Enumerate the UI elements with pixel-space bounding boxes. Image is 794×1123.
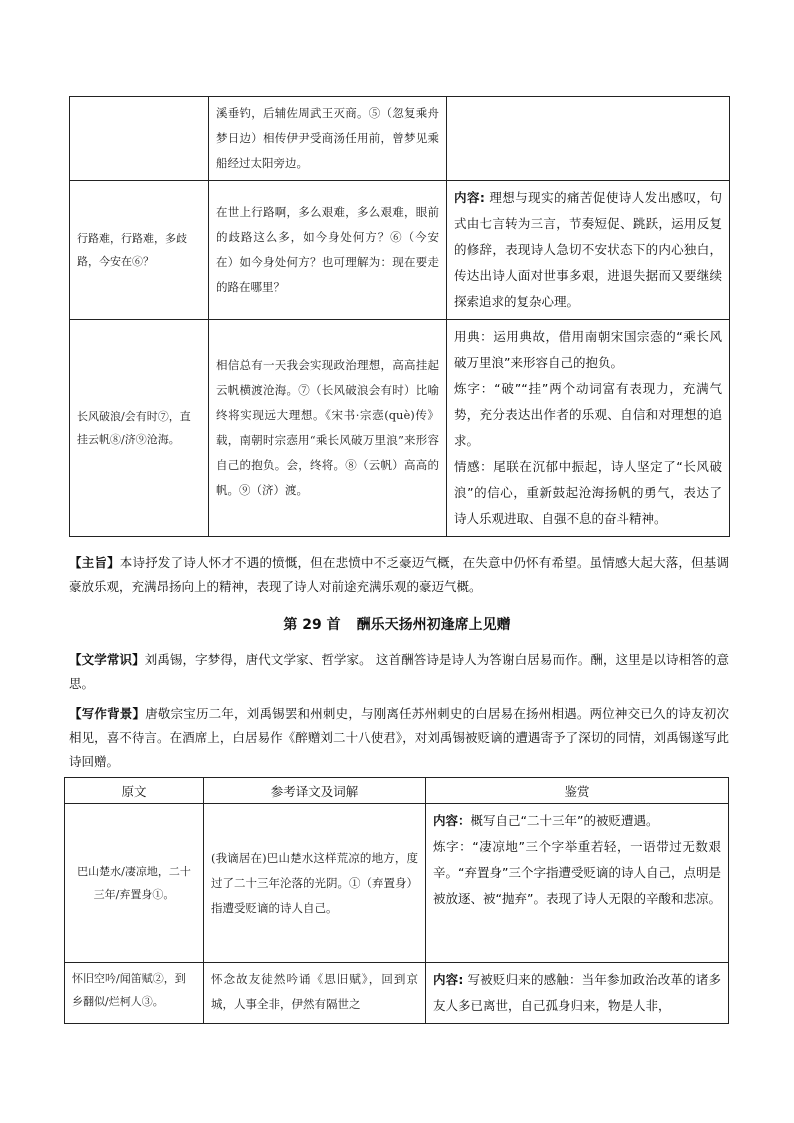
table-row xyxy=(65,804,729,963)
appreciation-cell xyxy=(426,804,729,963)
appreciation-line xyxy=(454,376,722,454)
appreciation-text: 运用典故，借用南朝宋国宗悫的“乘长风破万里浪”来形容自己的抱负。 xyxy=(454,329,722,370)
original-cell: 巴山楚水/凄凉地，二十三年/弃置身①。 xyxy=(65,804,204,963)
background-text: 唐敬宗宝历二年，刘禹锡罢和州刺史，与刚离任苏州刺史的白居易在扬州相遇。两位神交已久的诗友初次相见，喜不待言。在酒席上，白居易作《醉赠刘二十八使君》，对刘禹锡被贬谪的遭遇寄予了深切的同情，刘禹锡遂写此诗回赠。 xyxy=(69,706,729,769)
appreciation-text: 理想与现实的痛苦促使诗人发出感叹，句式由七言转为三言，节奏短促、跳跃，运用反复的修辞，表现诗人急切不安状态下的内心独白，传达出诗人面对世事多艰，进退失据而又要继续探索追求的复杂心理。 xyxy=(454,190,722,309)
original-cell: 怀旧空吟/闻笛赋②，到乡翻似/烂柯人③。 xyxy=(65,963,204,1024)
appreciation-label: 内容: xyxy=(454,190,485,205)
literary-label: 【文学常识】 xyxy=(69,652,145,667)
poem-table xyxy=(64,777,729,1024)
theme-text: 本诗抒发了诗人怀才不遇的愤慨，但在悲愤中不乏豪迈气概，在失意中仍怀有希望。虽情感大起大落，但基调豪放乐观，充满昂扬向上的精神，表现了诗人对前途充满乐观的豪迈气概。 xyxy=(69,555,729,594)
translation-cell: (我谪居在)巴山楚水这样荒凉的地方，度过了二十三年沦落的光阴。①（弃置身）指遭受贬谪的诗人自己。 xyxy=(204,804,426,963)
table-row xyxy=(70,97,730,181)
background-label: 【写作背景】 xyxy=(69,706,146,721)
appreciation-line xyxy=(454,324,722,376)
translation-cell: 相信总有一天我会实现政治理想，高高挂起云帆横渡沧海。⑦（长风破浪会有时）比喻终将实现远大理想。《宋书·宗悫(què)传》载，南朝时宗悫用“乘长风破万里浪”来形容自己的抱负。会，终将。⑧（云帆）高高的帆。⑨（济）渡。 xyxy=(209,320,447,537)
appreciation-text: “破”“挂”两个动词富有表现力，充满气势，充分表达出作者的乐观、自信和对理想的追求。 xyxy=(454,381,722,448)
appreciation-cell xyxy=(447,320,730,537)
original-cell: 长风破浪/会有时⑦，直挂云帆⑧/济⑨沧海。 xyxy=(70,320,209,537)
translation-cell: 怀念故友徒然吟诵《思旧赋》，回到京城，人事全非，伊然有隔世之 xyxy=(204,963,426,1024)
literary-paragraph xyxy=(69,648,729,696)
background-paragraph xyxy=(69,702,729,774)
theme-label: 【主旨】 xyxy=(69,555,120,570)
appreciation-label: 内容： xyxy=(433,813,471,828)
appreciation-text: “凄凉地”三个字举重若轻，一语带过无数艰辛。“弃置身”三个字指遭受贬谪的诗人自己，点明是被放逐、被“抛弃”。表现了诗人无限的辛酸和悲凉。 xyxy=(433,839,721,906)
poem-title xyxy=(0,613,794,637)
appreciation-label: 用典： xyxy=(454,329,494,344)
table-header-row xyxy=(65,778,729,804)
poem-table-continued xyxy=(69,96,730,537)
appreciation-label: 炼字： xyxy=(433,839,473,854)
appreciation-text: 尾联在沉郁中振起，诗人坚定了“长风破浪”的信心，重新鼓起沧海扬帆的勇气，表达了诗人乐观进取、自强不息的奋斗精神。 xyxy=(454,459,722,526)
poem-name: 酬乐天扬州初逢席上见赠 xyxy=(356,617,511,633)
translation-cell: 在世上行路啊，多么艰难，多么艰难，眼前的歧路这么多，如今身处何方？⑥（今安在）如今身处何方？也可理解为：现在要走的路在哪里？ xyxy=(209,181,447,320)
appreciation-text: 写被贬归来的感触：当年参加政治改革的诸多友人多已离世，自己孤身归来，物是人非， xyxy=(433,972,721,1013)
appreciation-label: 炼字： xyxy=(454,381,495,396)
appreciation-cell xyxy=(426,963,729,1024)
appreciation-line xyxy=(433,834,721,912)
appreciation-label: 内容: xyxy=(433,972,464,987)
appreciation-line xyxy=(454,454,722,532)
header-appreciation: 鉴赏 xyxy=(426,778,729,804)
translation-cell: 溪垂钓，后辅佐周武王灭商。⑤（忽复乘舟梦日边）相传伊尹受商汤任用前，曾梦见乘船经过太阳旁边。 xyxy=(209,97,447,181)
original-cell: 行路难，行路难，多歧路，今安在⑥？ xyxy=(70,181,209,320)
appreciation-cell xyxy=(447,97,730,181)
table-row xyxy=(70,320,730,537)
poem-number: 第 29 首 xyxy=(283,617,341,633)
header-original: 原文 xyxy=(65,778,204,804)
appreciation-text: 概写自己“二十三年”的被贬遭遇。 xyxy=(470,813,659,828)
appreciation-label: 情感： xyxy=(454,459,494,474)
theme-paragraph xyxy=(69,551,729,599)
header-translation: 参考译文及词解 xyxy=(204,778,426,804)
appreciation-line xyxy=(433,808,721,834)
original-cell xyxy=(70,97,209,181)
table-row xyxy=(65,963,729,1024)
literary-text: 刘禹锡，字梦得，唐代文学家、哲学家。 这首酬答诗是诗人为答谢白居易而作。酬，这里是以诗相答的意思。 xyxy=(69,652,729,691)
table-row xyxy=(70,181,730,320)
appreciation-cell xyxy=(447,181,730,320)
